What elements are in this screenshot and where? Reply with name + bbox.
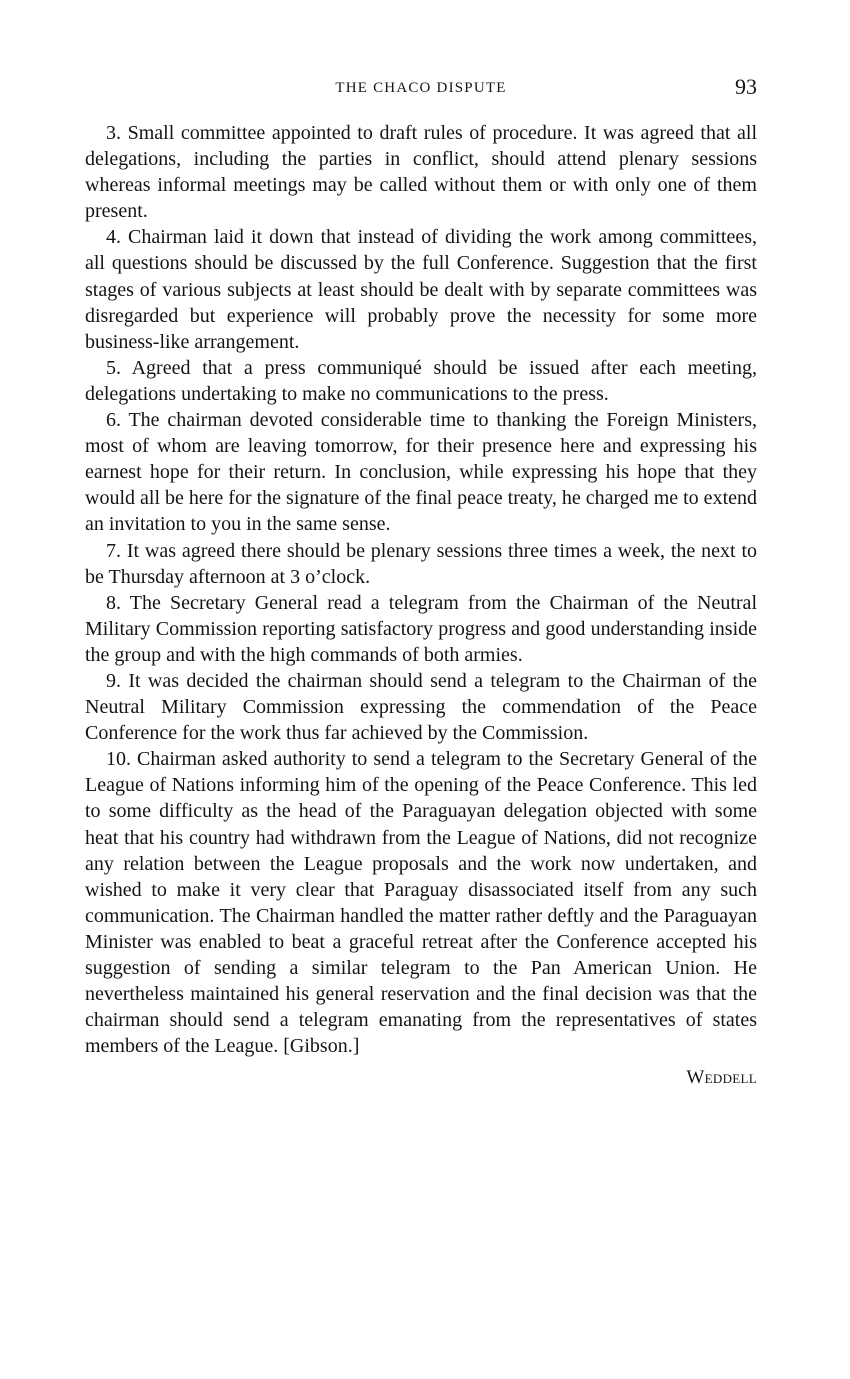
paragraph-item-9: 9. It was decided the chairman should send a telegram to the Chairman of the Neutral Military Commission expressing the commendation of the Peace Conference for the work thus far achieved by the Commission. <box>85 669 757 745</box>
paragraph-item-7: 7. It was agreed there should be plenary sessions three times a week, the next to be Thursday afternoon at 3 o’clock. <box>85 539 757 588</box>
document-page <box>85 72 757 1089</box>
paragraph-item-6: 6. The chairman devoted considerable time to thanking the Foreign Ministers, most of whom are leaving tomorrow, for their presence here and expressing his earnest hope for their return. In conclusion, while expressing his hope that they would all be here for the signature of the final peace treaty, he charged me to extend an invitation to you in the same sense. <box>85 409 757 536</box>
paragraph-item-8: 8. The Secretary General read a telegram from the Chairman of the Neutral Military Commission reporting satisfactory progress and good understanding inside the group and with the high commands of both armies. <box>85 591 757 666</box>
running-title: THE CHACO DISPUTE <box>335 80 507 96</box>
paragraph-item-10: 10. Chairman asked authority to send a telegram to the Secretary General of the League of Nations informing him of the opening of the Peace Conference. This led to some difficulty as the head of the Paraguayan delegation objected with some heat that his country had withdrawn from the League of Nations, did not recognize any relation between the League proposals and the work now undertaken, and wished to make it very clear that Paraguay disassociated itself from any such communication. The Chairman handled the matter rather deftly and the Paraguayan Minister was enabled to beat a graceful retreat after the Conference accepted his suggestion of sending a similar telegram to the Pan American Union. He nevertheless maintained his general reservation and the final decision was that the chairman should send a telegram emanating from the representatives of states members of the League. [Gibson.] <box>85 748 757 1058</box>
page-number: 93 <box>735 74 757 99</box>
paragraph-item-3: 3. Small committee appointed to draft rules of procedure. It was agreed that all delegations, including the parties in conflict, should attend plenary sessions whereas informal meetings may be called without them or with only one of them present. <box>85 122 757 223</box>
body-text <box>85 120 757 1059</box>
paragraph-item-5: 5. Agreed that a press communiqué should be issued after each meeting, delegations undertaking to make no communications to the press. <box>85 356 757 405</box>
paragraph-item-4: 4. Chairman laid it down that instead of dividing the work among committees, all questions should be discussed by the full Conference. Suggestion that the first stages of various subjects at least should be dealt with by separate committees was disregarded but experience will probably prove the necessity for some more business-like arrangement. <box>85 226 757 353</box>
signature: Weddell <box>686 1067 757 1089</box>
running-head <box>85 72 757 108</box>
